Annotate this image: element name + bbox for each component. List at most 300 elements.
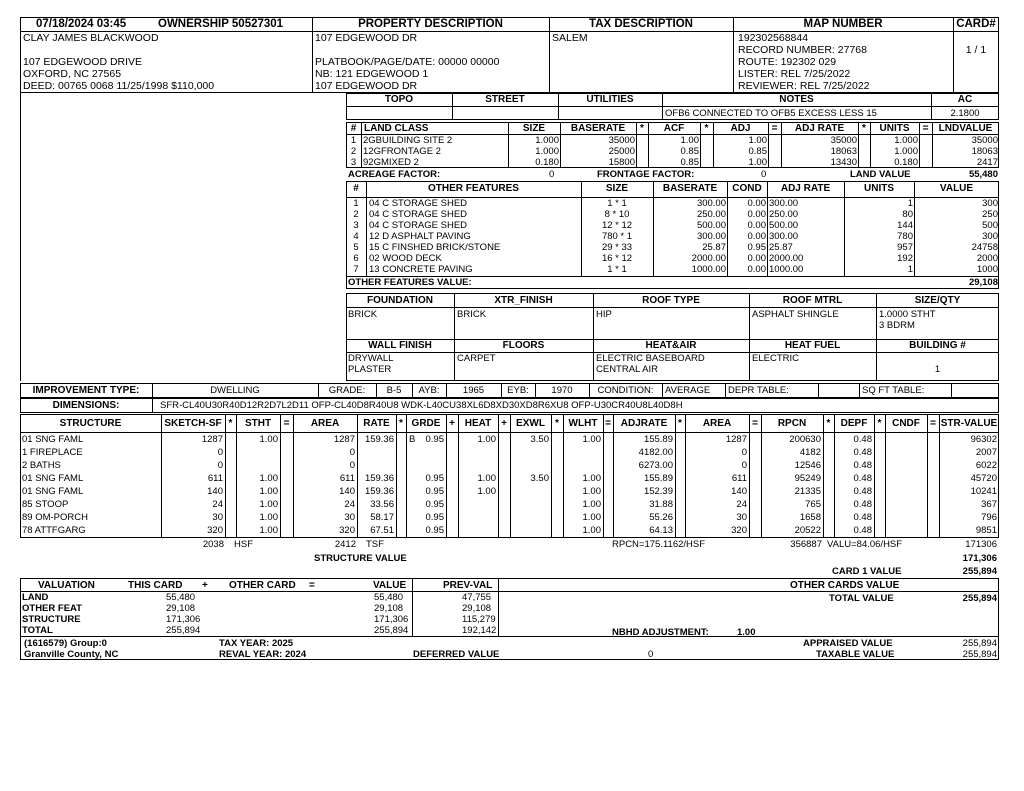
structure-col — [603, 414, 604, 538]
land-col — [361, 122, 362, 168]
structure-row-rpcn: 20522 — [794, 525, 821, 536]
total-value: 255,894 — [962, 593, 997, 604]
map-number-value: 192302568844 — [738, 32, 809, 44]
structure-row-grade-code: B — [409, 434, 416, 445]
nbhd-adjustment-label: NBHD ADJUSTMENT: — [612, 627, 709, 638]
xtr-finish-value: BRICK — [457, 309, 487, 320]
structure-row-wlht: 1.00 — [582, 499, 601, 510]
feature-row-value: 24758 — [971, 242, 998, 253]
card-number-heading: CARD# — [956, 18, 996, 30]
size-qty-stories: 1.0000 STHT — [879, 309, 936, 320]
structure-rpcn-heading: RPCN — [777, 418, 807, 429]
structure-row-area: 0 — [349, 460, 355, 471]
size-qty-bedrooms: 3 BDRM — [879, 320, 915, 331]
feature-row-value: 500 — [982, 220, 998, 231]
structure-row-depf: 0.48 — [853, 460, 872, 471]
feature-row-size: 16 * 12 — [601, 253, 633, 264]
land-acf-heading: ACF — [663, 123, 685, 134]
feature-row-units: 144 — [897, 220, 913, 231]
structure-adjrate-heading: ADJRATE — [620, 418, 668, 429]
roof-material-heading: ROOF MTRL — [782, 295, 843, 306]
structure-row-depf: 0.48 — [853, 434, 872, 445]
county-name: Granville County, NC — [24, 649, 119, 660]
improvement-type-value: DWELLING — [210, 385, 260, 396]
structure-row-sketch: 611 — [207, 473, 223, 484]
valuation-row-this-card: 255,894 — [166, 625, 201, 636]
deed-info: DEED: 00765 0068 11/25/1998 $110,000 — [23, 80, 215, 92]
feature-row-num: 1 — [353, 198, 359, 209]
structure-value: 171,306 — [962, 553, 997, 564]
wall-finish-value-2: PLASTER — [348, 364, 392, 375]
structure-wlht-heading: WLHT — [568, 418, 598, 429]
structure-row-stht: 1.00 — [259, 499, 278, 510]
valuation-op: = — [309, 580, 315, 591]
structure-area-heading: AREA — [310, 418, 340, 429]
land-row-size: 1.000 — [535, 135, 559, 146]
topo-divider — [346, 106, 999, 107]
land-row-adj: 1.00 — [748, 135, 767, 146]
features-col — [767, 181, 768, 276]
structure-row-adjrate: 155.89 — [643, 473, 673, 484]
land-class-heading: LAND CLASS — [364, 123, 429, 134]
feature-row-cond: 0.00 — [747, 220, 766, 231]
feature-row-units: 780 — [897, 231, 913, 242]
structure-s7-heading: * — [826, 418, 831, 429]
eyb-value: 1970 — [551, 385, 573, 396]
land-row-value: 2417 — [976, 157, 998, 168]
structure-strvalue-heading: STR-VALUE — [940, 418, 998, 429]
valuation-row-value: 29,108 — [374, 603, 404, 614]
land-row-size: 0.180 — [535, 157, 559, 168]
feature-row-num: 7 — [353, 264, 359, 275]
heat-fuel-value: ELECTRIC — [752, 353, 799, 364]
this-card-heading: THIS CARD — [128, 580, 183, 591]
structure-row-rate: 159.36 — [364, 434, 394, 445]
structure-row-sketch: 0 — [217, 447, 223, 458]
feature-row-num: 6 — [353, 253, 359, 264]
ayb-value: 1965 — [462, 385, 485, 396]
feature-row-units: 192 — [897, 253, 913, 264]
floors-value: CARPET — [457, 353, 496, 364]
structure-e3-heading: = — [752, 418, 758, 429]
structure-row-rpcn: 95249 — [794, 473, 821, 484]
structure-row-stht: 1.00 — [259, 486, 278, 497]
land-units-heading: UNITS — [879, 123, 910, 134]
owner-name: CLAY JAMES BLACKWOOD — [23, 32, 159, 44]
structure-row-area2: 1287 — [725, 434, 747, 445]
tax-description-heading: TAX DESCRIPTION — [589, 18, 693, 30]
land-row-rate: 35000 — [830, 135, 857, 146]
structure-row-wlht: 1.00 — [582, 486, 601, 497]
features-baserate-heading: BASERATE — [662, 183, 718, 194]
feature-row-adjrate: 25.87 — [769, 242, 793, 253]
structure-s2-heading: * — [399, 418, 403, 429]
roof-type-value: HIP — [596, 309, 612, 320]
land-row-base: 35000 — [608, 135, 635, 146]
structure-row-depf: 0.48 — [853, 447, 872, 458]
structure-row-exwl: 3.50 — [530, 434, 549, 445]
valuation-row-prev: 192,142 — [462, 625, 497, 636]
structure-stht-heading: STHT — [244, 418, 272, 429]
structure-row-area2: 0 — [741, 460, 747, 471]
heat-air-heading: HEAT&AIR — [645, 340, 697, 351]
feature-row-adjrate: 500.00 — [769, 220, 799, 231]
structure-row-rate: 159.36 — [364, 486, 394, 497]
land-row-acf: 1.00 — [680, 135, 699, 146]
structure-exwl-heading: EXWL — [516, 418, 545, 429]
structure-row-area2: 611 — [731, 473, 747, 484]
feature-row-value: 1000 — [976, 264, 998, 275]
structure-row-grde: 0.95 — [425, 434, 444, 445]
land-num-heading: # — [350, 123, 357, 134]
depr-table-label: DEPR TABLE: — [728, 385, 789, 396]
feature-row-cond: 0.95 — [747, 242, 766, 253]
structure-s6-heading: * — [678, 418, 682, 429]
utilities-heading: UTILITIES — [586, 94, 634, 105]
feature-row-value: 250 — [982, 209, 998, 220]
route-number: ROUTE: 192302 029 — [738, 56, 837, 68]
dimensions-value: SFR-CL40U30R40D12R2D7L2D11 OFP-CL40D8R40U8 WDK-L40CU38XL6D8XD30XD8R6XU8 OFP-U30CR40U8L40D8H — [160, 400, 683, 411]
land-value-heading: LNDVALUE — [938, 123, 993, 134]
total-value-label: TOTAL VALUE — [829, 593, 894, 604]
land-row-units: 0.180 — [894, 157, 918, 168]
land-row-rate: 13430 — [830, 157, 857, 168]
feature-row-name: 04 C STORAGE SHED — [369, 220, 468, 231]
land-row-class: 2GBUILDING SITE 2 — [363, 135, 453, 146]
structure-row-area: 0 — [349, 447, 355, 458]
heat-air-value-1: ELECTRIC BASEBOARD — [596, 353, 705, 364]
structure-row-rpcn: 21335 — [794, 486, 821, 497]
valuation-col — [412, 578, 413, 636]
structure-row-grde: 0.95 — [425, 525, 444, 536]
dimensions-col — [152, 398, 153, 413]
structure-row-heat: 1.00 — [477, 486, 496, 497]
foundation-value: BRICK — [348, 309, 378, 320]
valuation-row-label: LAND — [22, 592, 49, 603]
land-adjrate-heading: ADJ RATE — [794, 123, 845, 134]
floors-heading: FLOORS — [502, 340, 545, 351]
other-features-total: 29,108 — [968, 277, 998, 288]
features-cond-heading: COND — [732, 183, 762, 194]
valuation-row-value: 255,894 — [374, 625, 409, 636]
feature-row-baserate: 300.00 — [696, 231, 726, 242]
feature-row-units: 1 — [907, 264, 913, 275]
sqft-table-label: SQ FT TABLE: — [862, 385, 925, 396]
rpcn-total: 356887 — [790, 539, 822, 550]
acreage-factor-label: ACREAGE FACTOR: — [348, 169, 441, 180]
property-description-heading: PROPERTY DESCRIPTION — [358, 18, 503, 30]
structure-grde-heading: GRDE — [411, 418, 441, 429]
land-row-rate: 18063 — [830, 146, 857, 157]
structure-e2-heading: = — [605, 418, 611, 429]
land-row-num: 1 — [350, 135, 357, 146]
valuation-heading: VALUATION — [38, 580, 95, 591]
acreage-value: 2.1800 — [950, 108, 980, 119]
acreage-heading: AC — [957, 94, 973, 105]
hsf-total: 2038 — [202, 539, 224, 550]
feature-row-size: 1 * 1 — [607, 198, 627, 209]
valuation-row-label: OTHER FEAT — [22, 603, 82, 614]
structure-row-stht: 1.00 — [259, 512, 278, 523]
print-datetime: 07/18/2024 03:45 — [36, 18, 127, 30]
structure-row-rpcn: 1658 — [799, 512, 821, 523]
structure-row-wlht: 1.00 — [582, 473, 601, 484]
structure-row-depf: 0.48 — [853, 525, 872, 536]
property-address: 107 EDGEWOOD DR — [315, 32, 418, 44]
structure-row-area2: 30 — [736, 512, 747, 523]
eyb-label: EYB: — [507, 385, 529, 396]
neighborhood-info: NB: 121 EDGEWOOD 1 — [315, 68, 429, 80]
structure-row-name: 01 SNG FAML — [22, 473, 84, 484]
feature-row-size: 8 * 10 — [604, 209, 630, 220]
prev-value-heading: PREV-VAL — [443, 580, 493, 591]
improvement-type-label: IMPROVEMENT TYPE: — [32, 385, 140, 396]
nbhd-adjustment-value: 1.00 — [737, 627, 756, 638]
land-op: * — [640, 123, 644, 134]
structure-depf-heading: DEPF — [840, 418, 868, 429]
feature-row-baserate: 25.87 — [702, 242, 726, 253]
feature-row-name: 13 CONCRETE PAVING — [369, 264, 473, 275]
structure-row-area: 611 — [339, 473, 355, 484]
feature-row-cond: 0.00 — [747, 209, 766, 220]
structure-row-rate: 159.36 — [364, 473, 394, 484]
structure-row-rpcn: 765 — [805, 499, 821, 510]
owner-address-line1: 107 EDGEWOOD DRIVE — [23, 56, 143, 68]
feature-row-adjrate: 250.00 — [769, 209, 799, 220]
structure-row-name: 78 ATTFGARG — [22, 525, 86, 536]
feature-row-baserate: 500.00 — [696, 220, 726, 231]
structure-row-adjrate: 155.89 — [643, 434, 673, 445]
construction-divider — [346, 307, 999, 308]
reviewer-info: REVIEWER: REL 7/25/2022 — [738, 80, 870, 92]
land-row-size: 1.000 — [535, 146, 559, 157]
feature-row-num: 2 — [353, 209, 359, 220]
land-row-class: 12GFRONTAGE 2 — [363, 146, 441, 157]
structure-row-strvalue: 6022 — [975, 460, 997, 471]
improvement-col — [818, 383, 819, 398]
land-row-acf: 0.85 — [680, 157, 699, 168]
structure-row-strvalue: 10241 — [970, 486, 997, 497]
valuation-col — [498, 578, 499, 636]
feature-row-cond: 0.00 — [747, 231, 766, 242]
improvement-col — [951, 383, 952, 398]
card-value-label: CARD 1 VALUE — [832, 566, 902, 577]
structure-row-area2: 320 — [731, 525, 747, 536]
structure-area2-heading: AREA — [702, 418, 732, 429]
feature-row-size: 29 * 33 — [601, 242, 633, 253]
other-cards-value-heading: OTHER CARDS VALUE — [790, 580, 900, 591]
structure-row-exwl: 3.50 — [530, 473, 549, 484]
feature-row-name: 02 WOOD DECK — [369, 253, 442, 264]
features-adjrate-heading: ADJ RATE — [780, 183, 831, 194]
feature-row-num: 5 — [353, 242, 359, 253]
feature-row-num: 4 — [353, 231, 359, 242]
structure-col — [823, 414, 824, 538]
structure-row-rate: 33.56 — [370, 499, 394, 510]
deferred-value: 0 — [648, 649, 654, 660]
wall-finish-heading: WALL FINISH — [368, 340, 432, 351]
taxable-value-label: TAXABLE VALUE — [816, 649, 895, 660]
structure-row-sketch: 320 — [207, 525, 223, 536]
group-id: (1616579) Group:0 — [24, 638, 107, 649]
land-row-acf: 0.85 — [680, 146, 699, 157]
structure-row-adjrate: 55.26 — [649, 512, 673, 523]
structure-row-rate: 67.51 — [370, 525, 394, 536]
other-features-total-label: OTHER FEATURES VALUE: — [348, 277, 472, 288]
feature-row-name: 04 C STORAGE SHED — [369, 209, 468, 220]
land-size-heading: SIZE — [522, 123, 546, 134]
valuation-op: + — [202, 580, 208, 591]
tsf-total: 2412 — [334, 539, 356, 550]
structure-row-stht: 1.00 — [259, 434, 278, 445]
structure-col — [885, 414, 886, 538]
land-row-base: 15800 — [608, 157, 635, 168]
platbook-info: PLATBOOK/PAGE/DATE: 00000 00000 — [315, 56, 500, 68]
feature-row-size: 12 * 12 — [601, 220, 633, 231]
structure-row-name: 85 STOOP — [22, 499, 69, 510]
structure-row-sketch: 30 — [212, 512, 223, 523]
valuation-row-this-card: 29,108 — [166, 603, 196, 614]
land-op: * — [704, 123, 709, 134]
feature-row-baserate: 250.00 — [696, 209, 726, 220]
land-row-class: 92GMIXED 2 — [363, 157, 419, 168]
structure-row-name: 01 SNG FAML — [22, 486, 84, 497]
features-col — [366, 181, 367, 276]
feature-row-units: 957 — [897, 242, 913, 253]
structure-sketch-heading: SKETCH-SF — [164, 418, 222, 429]
structure-s4-heading: + — [501, 418, 507, 429]
land-baserate-heading: BASERATE — [570, 123, 626, 134]
frontage-factor-value: 0 — [761, 169, 767, 180]
structure-row-strvalue: 2007 — [975, 447, 997, 458]
structure-total-raw: 171306 — [965, 539, 997, 550]
feature-row-adjrate: 2000.00 — [769, 253, 804, 264]
structure-row-area: 1287 — [333, 434, 355, 445]
ownership-number: OWNERSHIP 50527301 — [158, 18, 284, 30]
structure-row-depf: 0.48 — [853, 499, 872, 510]
condition-value: AVERAGE — [665, 385, 711, 396]
structure-row-area: 140 — [339, 486, 355, 497]
structure-rate-heading: RATE — [363, 418, 390, 429]
feature-row-adjrate: 300.00 — [769, 231, 799, 242]
foundation-heading: FOUNDATION — [367, 295, 433, 306]
features-value-heading: VALUE — [939, 183, 974, 194]
rpcn-per-hsf: RPCN=175.1162/HSF — [612, 539, 706, 550]
structure-row-heat: 1.00 — [477, 473, 496, 484]
structure-row-grde: 0.95 — [425, 473, 444, 484]
structure-e4-heading: = — [930, 418, 936, 429]
feature-row-baserate: 300.00 — [696, 198, 726, 209]
notes-text: OFB6 CONNECTED TO OFB5 EXCESS LESS 15 — [665, 108, 877, 119]
valuation-row-label: STRUCTURE — [22, 614, 81, 625]
valuation-row-this-card: 171,306 — [166, 614, 201, 625]
value-per-hsf: VALU=84.06/HSF — [827, 539, 903, 550]
structure-heat-heading: HEAT — [464, 418, 492, 429]
structure-col — [225, 414, 226, 538]
structure-row-sketch: 1287 — [201, 434, 223, 445]
structure-row-stht: 1.00 — [259, 525, 278, 536]
structure-row-grde: 0.95 — [425, 499, 444, 510]
grade-value: B-5 — [386, 385, 402, 396]
feature-row-value: 300 — [982, 231, 998, 242]
improvement-col — [859, 383, 860, 398]
appraised-value-label: APPRAISED VALUE — [803, 638, 893, 649]
other-card-heading: OTHER CARD — [229, 580, 296, 591]
feature-row-value: 2000 — [976, 253, 998, 264]
feature-row-num: 3 — [353, 220, 359, 231]
structure-row-depf: 0.48 — [853, 512, 872, 523]
roof-type-heading: ROOF TYPE — [642, 295, 700, 306]
land-row-adj: 1.00 — [748, 157, 767, 168]
property-address-repeat: 107 EDGEWOOD DR — [315, 80, 418, 92]
structure-row-name: 89 OM-PORCH — [22, 512, 88, 523]
header-divider — [20, 31, 999, 32]
condition-label: CONDITION: — [597, 385, 654, 396]
structure-row-rpcn: 12546 — [794, 460, 821, 471]
structure-row-grde: 0.95 — [425, 486, 444, 497]
valuation-value-heading: VALUE — [373, 580, 407, 591]
structure-row-area2: 0 — [741, 447, 747, 458]
structure-row-rpcn: 200630 — [789, 434, 821, 445]
structure-cndf-heading: CNDF — [892, 418, 920, 429]
structure-row-strvalue: 367 — [981, 499, 997, 510]
tsf-label: TSF — [366, 539, 384, 550]
tax-district: SALEM — [552, 32, 588, 44]
structure-s8-heading: * — [877, 418, 882, 429]
land-value-label: LAND VALUE — [850, 169, 911, 180]
land-row-num: 2 — [350, 146, 357, 157]
dimensions-label: DIMENSIONS: — [52, 400, 120, 411]
size-qty-heading: SIZE/QTY — [914, 295, 961, 306]
land-value-total: 55,480 — [968, 169, 998, 180]
valuation-row-this-card: 55,480 — [166, 592, 196, 603]
land-op: = — [922, 123, 929, 134]
wall-finish-value-1: DRYWALL — [348, 353, 394, 364]
land-op: * — [862, 123, 866, 134]
land-adj-heading: ADJ — [730, 123, 751, 134]
structure-row-rpcn: 4182 — [799, 447, 821, 458]
grade-label: GRADE: — [328, 385, 366, 396]
appraised-value: 255,894 — [962, 638, 997, 649]
feature-row-value: 300 — [982, 198, 998, 209]
feature-row-size: 1 * 1 — [607, 264, 627, 275]
structure-row-name: 1 FIREPLACE — [22, 447, 83, 458]
structure-row-wlht: 1.00 — [582, 512, 601, 523]
building-number-heading: BUILDING # — [909, 340, 966, 351]
land-row-base: 25000 — [608, 146, 635, 157]
valuation-row-value: 171,306 — [374, 614, 409, 625]
feature-row-name: 12 D ASPHALT PAVING — [369, 231, 471, 242]
feature-row-cond: 0.00 — [747, 198, 766, 209]
ayb-label: AYB: — [418, 385, 440, 396]
valuation-row-prev: 115,279 — [462, 614, 496, 625]
acreage-factor-value: 0 — [549, 169, 555, 180]
feature-row-units: 1 — [907, 198, 913, 209]
land-row-units: 1.000 — [894, 146, 918, 157]
structure-row-adjrate: 152.39 — [643, 486, 673, 497]
structure-col — [749, 414, 750, 538]
features-units-heading: UNITS — [864, 183, 894, 194]
structure-s3-heading: + — [449, 418, 455, 429]
structure-row-sketch: 140 — [207, 486, 223, 497]
feature-row-baserate: 2000.00 — [691, 253, 726, 264]
feature-row-cond: 0.00 — [747, 253, 766, 264]
structure-row-name: 01 SNG FAML — [22, 434, 84, 445]
street-heading: STREET — [485, 94, 525, 105]
structure-row-name: 2 BATHS — [22, 460, 61, 471]
heat-air-value-2: CENTRAL AIR — [596, 364, 658, 375]
structure-row-wlht: 1.00 — [582, 525, 601, 536]
